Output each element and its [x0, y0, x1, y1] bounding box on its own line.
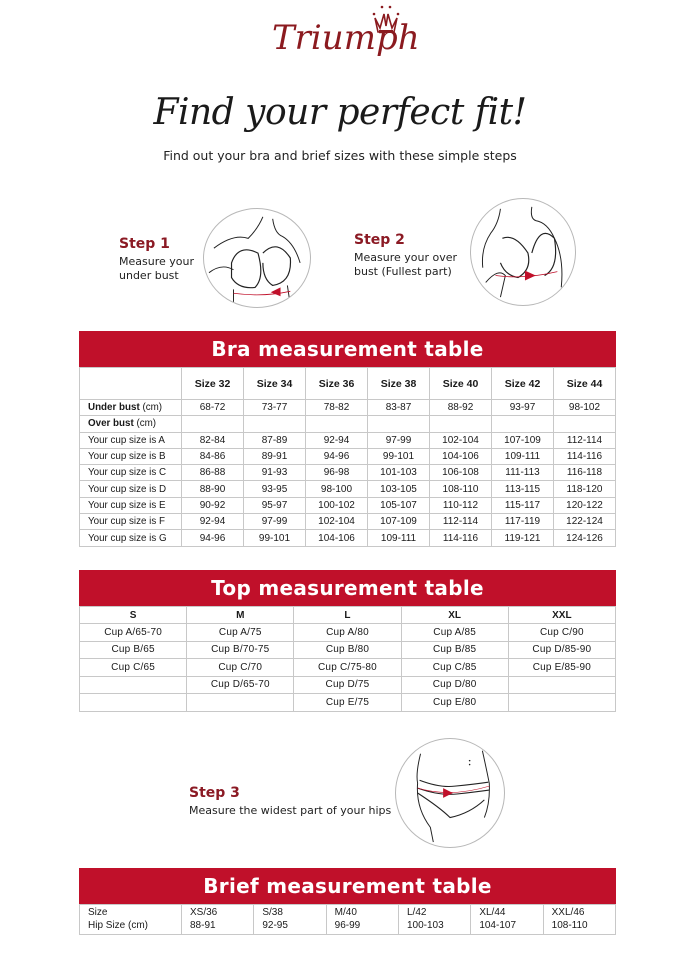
brief-size: S/38 [262, 907, 283, 918]
table-cell: Cup A/75 [187, 624, 294, 642]
table-cell: 93-97 [492, 400, 554, 416]
row-label: Your cup size is F [80, 514, 182, 530]
table-row [80, 905, 616, 935]
table-cell: Cup C/75-80 [294, 659, 401, 677]
table-header-row [80, 368, 616, 400]
brief-size: XS/36 [190, 907, 218, 918]
table-cell [306, 416, 368, 432]
table-cell [254, 905, 326, 935]
column-header: S [80, 607, 187, 624]
column-header [80, 368, 182, 400]
column-header: XXL [508, 607, 615, 624]
brief-table-title: Brief measurement table [79, 868, 616, 904]
table-row [80, 624, 616, 642]
table-cell: 99-101 [368, 448, 430, 464]
column-header: L [294, 607, 401, 624]
row-label-bold: Over bust [88, 418, 134, 430]
table-cell: 68-72 [182, 400, 244, 416]
brief-sketch-icon [396, 739, 504, 847]
table-cell: 97-99 [368, 432, 430, 448]
page-subtitle: Find out your bra and brief sizes with these simple steps [163, 148, 517, 163]
table-cell: Cup D/85-90 [508, 641, 615, 659]
table-cell: 109-111 [492, 448, 554, 464]
table-cell: 110-112 [430, 497, 492, 513]
table-cell: 98-102 [554, 400, 616, 416]
brief-hip-range: 96-99 [334, 919, 361, 931]
over-bust-measure-illustration [470, 198, 576, 306]
table-cell: Cup B/80 [294, 641, 401, 659]
table-row [80, 481, 616, 497]
table-cell: 116-118 [554, 465, 616, 481]
table-cell [492, 416, 554, 432]
table-cell [244, 416, 306, 432]
table-cell: 124-126 [554, 530, 616, 546]
table-cell: 101-103 [368, 465, 430, 481]
table-cell: 88-90 [182, 481, 244, 497]
step-description: Measure your over bust (Fullest part) [354, 251, 458, 279]
bra-sketch-icon [471, 199, 575, 305]
table-cell: 120-122 [554, 497, 616, 513]
table-cell: 92-94 [306, 432, 368, 448]
table-cell: 108-110 [430, 481, 492, 497]
table-cell: Cup C/90 [508, 624, 615, 642]
table-cell: 100-102 [306, 497, 368, 513]
row-labels [80, 905, 182, 935]
logo-text: Triumph [272, 18, 420, 58]
column-header: XL [401, 607, 508, 624]
column-header: Size 42 [492, 368, 554, 400]
table-cell: 97-99 [244, 514, 306, 530]
table-cell: 114-116 [430, 530, 492, 546]
table-cell: 117-119 [492, 514, 554, 530]
table-cell [182, 905, 254, 935]
table-cell: 87-89 [244, 432, 306, 448]
table-row [80, 641, 616, 659]
row-label [80, 416, 182, 432]
brief-hip-range: 92-95 [262, 919, 288, 931]
step-title: Step 1 [119, 236, 170, 252]
table-cell: Cup C/85 [401, 659, 508, 677]
row-label: Your cup size is C [80, 465, 182, 481]
table-cell: 93-95 [244, 481, 306, 497]
table-row [80, 432, 616, 448]
table-cell: 104-106 [430, 448, 492, 464]
table-cell [326, 905, 398, 935]
hip-measure-illustration [395, 738, 505, 848]
table-cell: Cup D/80 [401, 676, 508, 694]
table-row [80, 514, 616, 530]
table-cell: 119-121 [492, 530, 554, 546]
table-cell: Cup A/80 [294, 624, 401, 642]
table-cell [80, 694, 187, 712]
table-cell [508, 694, 615, 712]
table-cell: 84-86 [182, 448, 244, 464]
table-cell [471, 905, 543, 935]
column-header: Size 38 [368, 368, 430, 400]
table-cell: 111-113 [492, 465, 554, 481]
table-row [80, 694, 616, 712]
table-row [80, 659, 616, 677]
table-cell: 88-92 [430, 400, 492, 416]
step-1 [119, 236, 209, 284]
page-title: Find your perfect fit! [153, 92, 527, 133]
table-cell: 78-82 [306, 400, 368, 416]
step-3 [189, 785, 409, 818]
brief-hip-range: 88-91 [190, 919, 216, 931]
step-title: Step 2 [354, 232, 405, 248]
size-label: Size [88, 907, 108, 918]
triumph-logo [250, 4, 430, 64]
table-cell: Cup D/75 [294, 676, 401, 694]
table-cell: 112-114 [430, 514, 492, 530]
column-header: Size 36 [306, 368, 368, 400]
row-label: Your cup size is A [80, 432, 182, 448]
table-cell: Cup B/65 [80, 641, 187, 659]
bra-measurement-table [79, 331, 616, 547]
table-cell [543, 905, 615, 935]
table-cell: 113-115 [492, 481, 554, 497]
brief-hip-range: 108-110 [551, 919, 588, 931]
row-label-bold: Under bust [88, 402, 140, 414]
table-cell: 118-120 [554, 481, 616, 497]
table-cell: 90-92 [182, 497, 244, 513]
brief-measurement-table [79, 868, 616, 935]
table-cell [554, 416, 616, 432]
table-cell: 107-109 [368, 514, 430, 530]
column-header: Size 44 [554, 368, 616, 400]
brief-size: XL/44 [479, 907, 506, 918]
table-cell: 104-106 [306, 530, 368, 546]
brief-hip-range: 104-107 [479, 919, 517, 931]
table-cell: 82-84 [182, 432, 244, 448]
table-cell: 102-104 [430, 432, 492, 448]
top-measurement-table [79, 570, 616, 712]
table-cell [368, 416, 430, 432]
step-description: Measure the widest part of your hips [189, 804, 392, 817]
table-cell: 98-100 [306, 481, 368, 497]
table-cell: 95-97 [244, 497, 306, 513]
table-cell: Cup C/65 [80, 659, 187, 677]
row-label: Your cup size is E [80, 497, 182, 513]
table-cell: 92-94 [182, 514, 244, 530]
row-label: Your cup size is G [80, 530, 182, 546]
table-cell: Cup C/70 [187, 659, 294, 677]
table-row [80, 416, 616, 432]
step-2 [354, 232, 464, 280]
row-label: Your cup size is B [80, 448, 182, 464]
table-cell: 73-77 [244, 400, 306, 416]
table-header-row [80, 607, 616, 624]
table-cell [430, 416, 492, 432]
table-cell: Cup D/65-70 [187, 676, 294, 694]
bra-table [79, 367, 616, 547]
table-cell: 107-109 [492, 432, 554, 448]
table-cell: 112-114 [554, 432, 616, 448]
table-row [80, 465, 616, 481]
table-cell: 122-124 [554, 514, 616, 530]
table-cell: 83-87 [368, 400, 430, 416]
table-cell [398, 905, 470, 935]
table-cell: 103-105 [368, 481, 430, 497]
table-cell [508, 676, 615, 694]
table-row [80, 530, 616, 546]
bra-sketch-icon [204, 209, 310, 307]
row-label-unit: (cm) [133, 418, 157, 430]
brief-size: M/40 [334, 907, 357, 918]
table-cell: 115-117 [492, 497, 554, 513]
table-cell: 114-116 [554, 448, 616, 464]
brief-size: XXL/46 [551, 907, 585, 918]
table-cell: Cup E/80 [401, 694, 508, 712]
table-cell [80, 676, 187, 694]
under-bust-measure-illustration [203, 208, 311, 308]
table-cell: 109-111 [368, 530, 430, 546]
step-title: Step 3 [189, 785, 240, 801]
table-cell: Cup A/85 [401, 624, 508, 642]
table-cell: 91-93 [244, 465, 306, 481]
table-row [80, 676, 616, 694]
table-cell: Cup E/75 [294, 694, 401, 712]
brief-table [79, 904, 616, 935]
table-cell: Cup B/70-75 [187, 641, 294, 659]
brief-size: L/42 [406, 907, 427, 918]
step-description: Measure your under bust [119, 255, 194, 283]
table-cell: 94-96 [306, 448, 368, 464]
table-cell [182, 416, 244, 432]
table-row [80, 448, 616, 464]
table-cell: Cup A/65-70 [80, 624, 187, 642]
table-cell: 94-96 [182, 530, 244, 546]
hip-size-label: Hip Size (cm) [88, 919, 149, 931]
column-header: M [187, 607, 294, 624]
column-header: Size 40 [430, 368, 492, 400]
row-label-unit: (cm) [139, 402, 163, 414]
top-table [79, 606, 616, 712]
table-cell: 86-88 [182, 465, 244, 481]
table-cell: 99-101 [244, 530, 306, 546]
table-cell: Cup E/85-90 [508, 659, 615, 677]
table-row [80, 497, 616, 513]
row-label [80, 400, 182, 416]
top-table-title: Top measurement table [79, 570, 616, 606]
column-header: Size 34 [244, 368, 306, 400]
table-cell [187, 694, 294, 712]
column-header: Size 32 [182, 368, 244, 400]
brief-hip-range: 100-103 [406, 919, 444, 931]
bra-table-title: Bra measurement table [79, 331, 616, 367]
table-cell: 106-108 [430, 465, 492, 481]
table-cell: 105-107 [368, 497, 430, 513]
row-label: Your cup size is D [80, 481, 182, 497]
table-cell: 96-98 [306, 465, 368, 481]
table-row [80, 400, 616, 416]
table-cell: Cup B/85 [401, 641, 508, 659]
table-cell: 102-104 [306, 514, 368, 530]
table-cell: 89-91 [244, 448, 306, 464]
